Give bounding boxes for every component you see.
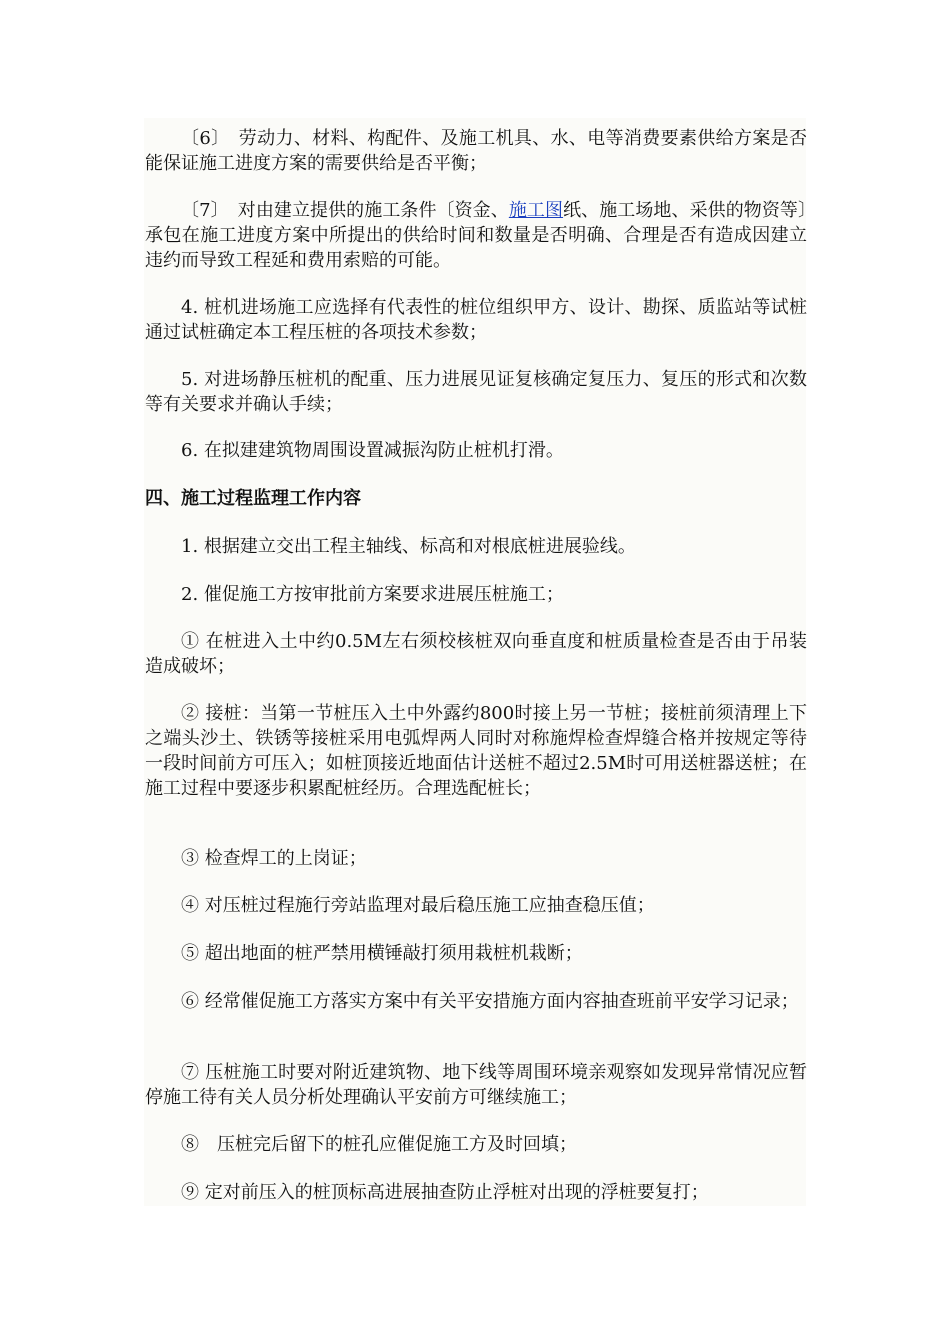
paragraph-item-7	[145, 198, 807, 273]
sub-item-9: ⑨ 定对前压入的桩顶标高进展抽查防止浮桩对出现的浮桩要复打；	[181, 1182, 709, 1203]
paragraph-item-6: 〔6〕 劳动力、材料、构配件、及施工机具、水、电等消费要素供给方案是否能保证施工进度方案的需要供给是否平衡；	[145, 128, 807, 174]
sub-item-6: ⑥ 经常催促施工方落实方案中有关平安措施方面内容抽查班前平安学习记录；	[181, 991, 799, 1012]
sub-item-2: ② 接桩：当第一节桩压入土中外露约800时接上另一节桩；接桩前须清理上下之端头沙土、铁锈等接桩采用电弧焊两人同时对称施焊检查焊缝合格并按规定等待一段时间前方可压入；如桩顶接近地面估计送桩不超过2.5M时可用送桩器送桩；在施工过程中要逐步积累配桩经历。合理选配桩长；	[145, 703, 807, 799]
sub-item-5: ⑤ 超出地面的桩严禁用横锤敲打须用栽桩机栽断；	[181, 943, 583, 964]
construction-drawing-link[interactable]: 施工图	[508, 200, 564, 221]
paragraph-step-6: 6. 在拟建建筑物周围设置减振沟防止桩机打滑。	[181, 440, 564, 461]
paragraph-item-7-text-before: 〔7〕 对由建立提供的施工条件〔资金、	[181, 200, 509, 221]
sub-item-3: ③ 检查焊工的上岗证；	[181, 848, 367, 869]
sub-item-8: ⑧ 压桩完后留下的桩孔应催促施工方及时回填；	[181, 1134, 577, 1155]
paragraph-step-4: 4. 桩机进场施工应选择有代表性的桩位组织甲方、设计、勘探、质监站等试桩通过试桩确定本工程压桩的各项技术参数；	[145, 297, 807, 343]
sub-item-1: ① 在桩进入土中约0.5M左右须校核桩双向垂直度和桩质量检查是否由于吊装造成破坏；	[145, 631, 807, 677]
section-item-1: 1. 根据建立交出工程主轴线、标高和对根底桩进展验线。	[181, 536, 636, 557]
sub-item-4: ④ 对压桩过程施行旁站监理对最后稳压施工应抽查稳压值；	[181, 895, 655, 916]
paragraph-step-5: 5. 对进场静压桩机的配重、压力进展见证复核确定复压力、复压的形式和次数等有关要求并确认手续；	[145, 369, 807, 415]
section-heading: 四、施工过程监理工作内容	[145, 488, 361, 509]
paragraph-item-7-text-after: 纸、施工场地、采供的物资等〕承包在施工进度方案中所提出的供给时间和数量是否明确、合理是否有造成因建立违约而导致工程延和费用索赔的可能。	[145, 200, 808, 271]
section-item-2: 2. 催促施工方按审批前方案要求进展压桩施工；	[181, 584, 564, 605]
sub-item-7: ⑦ 压桩施工时要对附近建筑物、地下线等周围环境亲观察如发现异常情况应暂停施工待有关人员分析处理确认平安前方可继续施工；	[145, 1062, 807, 1108]
